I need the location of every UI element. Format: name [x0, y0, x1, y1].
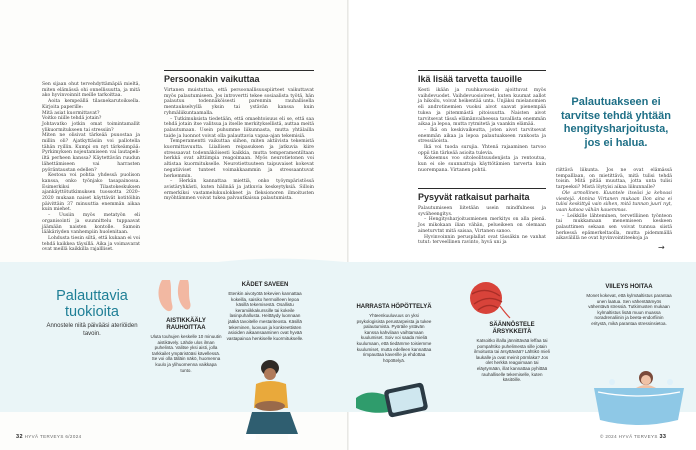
paragraph: – Uusiin myös metatyön eli organisointi ja suunnittelu tuppaavat jäämään naisten kontolle. Samoin lääkäriyden vanhempiin huolenitaan. [42, 213, 140, 236]
paragraph: Virtanen muistuttaa, että persoonallisuuspiirteet vaikuttavat myös palautumiseen. Jos introvertti tekee sosiaalista työtä, hän palautuu todennäköisesti parenmin rauhallisella mentaukselvyllä yksin tai ystävän kanssa kuin ryhmäliikuntaamalla. [164, 88, 314, 116]
paragraph: Mitä asiat kuormittavat? [42, 110, 100, 116]
paragraph: Lohdusta tiesin siltä, että kukaan ei voi tehdä kaikkea täysillä. Aika ja voimavarat ovat meillä kaikkilla rajallliset. [42, 235, 140, 253]
tip-heading: VIILEYS HOITAA [605, 284, 653, 290]
pottery-person-illustration [240, 360, 310, 442]
paragraph: – Ikä on keskivaikeutta, joten aivot tarvitsevat enemmän aikaa ja lepoa palautuakseen rankosta ja stressiäoista. [418, 127, 546, 145]
phone-hand-illustration [356, 368, 446, 420]
copyright: © 2024 HYVÄ TERVEYS [600, 434, 658, 439]
band-wave [0, 252, 696, 282]
paragraph: Voitko niille tehdä jotain? [42, 116, 102, 122]
tip-heading: HARRASTA HÖPÖTTELYÄ [356, 304, 432, 310]
paragraph: riittävä liikunta. Jos ne ovat elämässä tempalllaan, on mietittävä, mitä tulisi tehdä toisin. Mitä pitää muuttaa, jotta unta tulisi tarpeeksi? Mistä löytyisi aikaa liikunnalle? [556, 168, 672, 191]
yarn-ball-illustration [466, 278, 512, 320]
pull-quote: Palautuakseen ei tarvitse tehdä yhtään hengitysharjoitusta, jos ei halua. [560, 96, 672, 149]
tip-chatting [356, 304, 432, 363]
tips-intro: Annostele niitä päivääsi ateriöiden tavoin. [46, 323, 138, 337]
column-rule [164, 70, 314, 71]
paragraph: Johtavatko jotkin omat toimintamallit ylikuormitukseen tai stressiin? [42, 121, 140, 133]
column-heading: Ikä lisää tarvetta tauoille [418, 74, 523, 84]
column-heading: Pysyvät ratkaisut parhaita [418, 192, 530, 202]
paragraph: Kestosa voi pohtia yhdessä puolison kanssa, onko työnjako tasapainossa. Esimerkiksi Tilastokeskuksen ajankäyttötutkimuksen tuossotta 2020–2020 mukaan naiset käyttävät kotitöihin päivittäin 37 minuuttia enemmän aikaa kuin miehet. [42, 173, 140, 213]
tip-heading: SÄÄNNÖSTELE ÄRSYKKEITÄ [489, 322, 535, 335]
paragraph: Palautumiseen liitetään usein mindfulness ja syväheengitys. [418, 206, 546, 217]
continue-arrow-icon: → [658, 243, 665, 252]
tip-stimuli [474, 322, 550, 383]
tip-body: Uluta touhujen keskelle 10 minuutin aistikävely. Lähde ulos ilman puhelinta. Valitse yksi aisti, jolla tarkkailet ympäristöäsi kävellessä. Se voi olla tälläin näkö, huomenna kuulo ja ylihuomenna vaikkapa tunto. [150, 334, 222, 373]
paragraph: Hyvinvoinnin perusplallat ovat tässäkin ne vanhat tutut: terveellinen ravinto, hyvä uni ja [418, 234, 546, 246]
paragraph: – Herkän kannattaa miettiä, onko työympäristössä avistäryhkästi, kuten hälinää ja jatkuvia keskeytyksiä. Silloin ermerkiksi vastamelukuulokkeet ja fleksionoren ilmoitusten myöhtämmen voivat tukea palvautkaisua palautumista. [164, 179, 314, 202]
page-number: 32 [16, 434, 23, 440]
column-rule [418, 188, 546, 189]
tip-body: Yhteenkuuluvuus on yksi psykologisista perustarpeista ja tukee palautumista. Pyöräile ystävän kanssa kahvilaan vaihtamaan kuulumiset. Soiv voi saada mieliä kuulumaan, että tiedämme toisiemme kuulumiset, mutta edelleen kannattaa rimpauttaa kaverille ja ehdottaa höpöttelyä. [356, 313, 432, 363]
right-column-2 [418, 206, 546, 246]
paragraph: Kesti ikään ja ruuhkavuosiin ajoittuvat myös vaihdevuodet. Vaihdevuosioireet, kuten kuumat aallot ja hikoilu, voivat heikentää unta. Unjäksi mielanomien eli androtinemien vuoksi aivot saavat pienempää tukea ja pitemmästä pitoisuutta. Naisten aivot tarvitsevat tässä elämänvaiheessa tavallista enemmän aikaa ja lepoa, mutta rytmitetä ja vaankin elämää. [418, 88, 546, 128]
page-number: 33 [659, 434, 667, 440]
magazine-name: HYVÄ TERVEYS 6/2024 [24, 434, 82, 439]
left-column-2 [164, 88, 314, 202]
right-column-1 [418, 88, 546, 174]
left-column-1 [42, 82, 140, 253]
tip-heading: AISTIKKÄÄLY RAUHOITTAA [166, 318, 206, 331]
paragraph: Ikä voi tuoda surujia. Yhtenä rajaaminen tarvoo oppii tän tärkeää asioita tulevia. [418, 145, 546, 156]
paragraph: Sen sijaan ohut tervehdyttämäpiä mieltä, miten elämässä ohi onnellisuutta, ja mitä ako hyvinvoinnit meille tarkoittaa. [42, 82, 140, 99]
paragraph: Aoita kempeällä tilasnekarutoiksella. Kirjoita paperille: [42, 99, 140, 110]
column-heading: Persoonakin vaikuttaa [164, 74, 260, 84]
tip-body: Katsoitko illalla jännittävää leffaa tai pompahtiko puhelimesta sille jotain ilmoitusta tai ärsyttävää? Lähtikö mieli laukalle ja ovat meinit pörnlaka? Jos olet herkkä reagoimaan tai eläytymään, illat kannattaa pyhittää rauhalliselle tekemiselle, kuten käsitöille. [474, 338, 550, 383]
paragraph: – Tutkimuksista tiedetään, että omaehtoisuus eli se, että saa tehdä jotain itse valitsua ja itselle merkityksellistä, auttaa meitä palautumaan. Usein puhumme liikunnasta, mutta yhtälailla taide ja luonnot voivat olla palauttavia vapaa-ajan tekemisiä. [164, 116, 314, 139]
paragraph: Ole armollinen. Kuuntele itseäsi ja kehoasi viestejä. Annina Virtanen mukaan Ilon aina ei tulisi keskittyä vain siihen, mitä tunnan juuri nyt, vaan katsoa vähän kauemmas. [556, 190, 672, 213]
folio-right [600, 434, 666, 440]
feet-illustration [152, 278, 198, 316]
tip-body: Monet kokevat, että kylmäaltistus parantaa unen laatua. Sen vähentäämyös vähentävä stressiä. Tutkimusten mukaan kylmaltistus lisää muun muassa noradrenaliinin ja beeta-endorfiinin eritystä, mikä parantaa stressinsietoa. [586, 293, 672, 326]
tip-clay [226, 282, 304, 341]
column-rule [418, 70, 546, 71]
tip-body: Etenkin aivotyötä tekevien kannattaa kokeilla, saisiko hermoilleen lepoa käsillä tekemisestä. Osallistu keramiikkakurssille tai kokeile lasinpuhallusta. Heittäydy luonnaan jääkä tavoitelle mestariteosta. Käsillä tekeminen, luovuus ja konkreettisten asioiden aikaansaaminen ovat hyvää vastapainoa henkiselle kuormitukselle. [226, 291, 304, 341]
cold-bath-illustration [588, 360, 688, 432]
tips-title: Palauttavia tuokioita [56, 288, 128, 320]
folio-left [16, 434, 82, 440]
paragraph: – Hengitysharjoitusmienen merkitys on alla pienä. Jos mikokaan ilian vähän, pelueikeen on olemaan aineturvtnt mitä saisaa, Virtanen sanoo. [418, 217, 546, 234]
right-column-3 [556, 168, 672, 242]
tip-sensory-walk [150, 318, 222, 373]
tip-heading: KÄDET SAVEEN [241, 282, 289, 288]
paragraph: Miten ne olisivat tärkeää puuostaa ja millin oli? Ajatkyttäsiin voi pallotella tähän ryillin. Kumpi on nyt tärkeämpää: Pyrkimyksen nojeutamiseen vai lautapeli-iltä perheen kanssa? Käytettävän ruudun lähettämiseen vai harrasten pyöräntaustan edellen? [42, 133, 140, 173]
paragraph: Kokeemus voo sitoleolitsuudenjista ja rentoutua, kun ei ole suunnattuja käyttötämien tarverta kuin nuorempana. Virtanen pohtii. [418, 156, 546, 173]
paragraph: – Leikkille lähteminen, tervetlliinen työnteon tai mukkamaan menemiseen keskeen palauttimen sekaan sen voivat tunnua siistä herkessä epämerkeltaolla, mutta pidemmällä aikavälillä ne ovat hyvinvointiteekoja ja [556, 213, 672, 242]
paragraph: Temperamentti vaikuttaa siihen, miten aktiivista tekemistä kuormittavuutta. Liiallisen reipasuksen ja jatkuvia kiire stressaavat todennäköisesti kaikkia, mutta temperamentiltaan herkkä ovat alttiimpia reagoimaan. Myös neurotietonen voi altistaa kuormitukselle. Neurotiettuuteen taipuvaiset kokevat negatiiviset tunteet voimakkaammin ja stressaantuvat herkemmin. [164, 139, 314, 179]
tip-cold [586, 284, 672, 327]
